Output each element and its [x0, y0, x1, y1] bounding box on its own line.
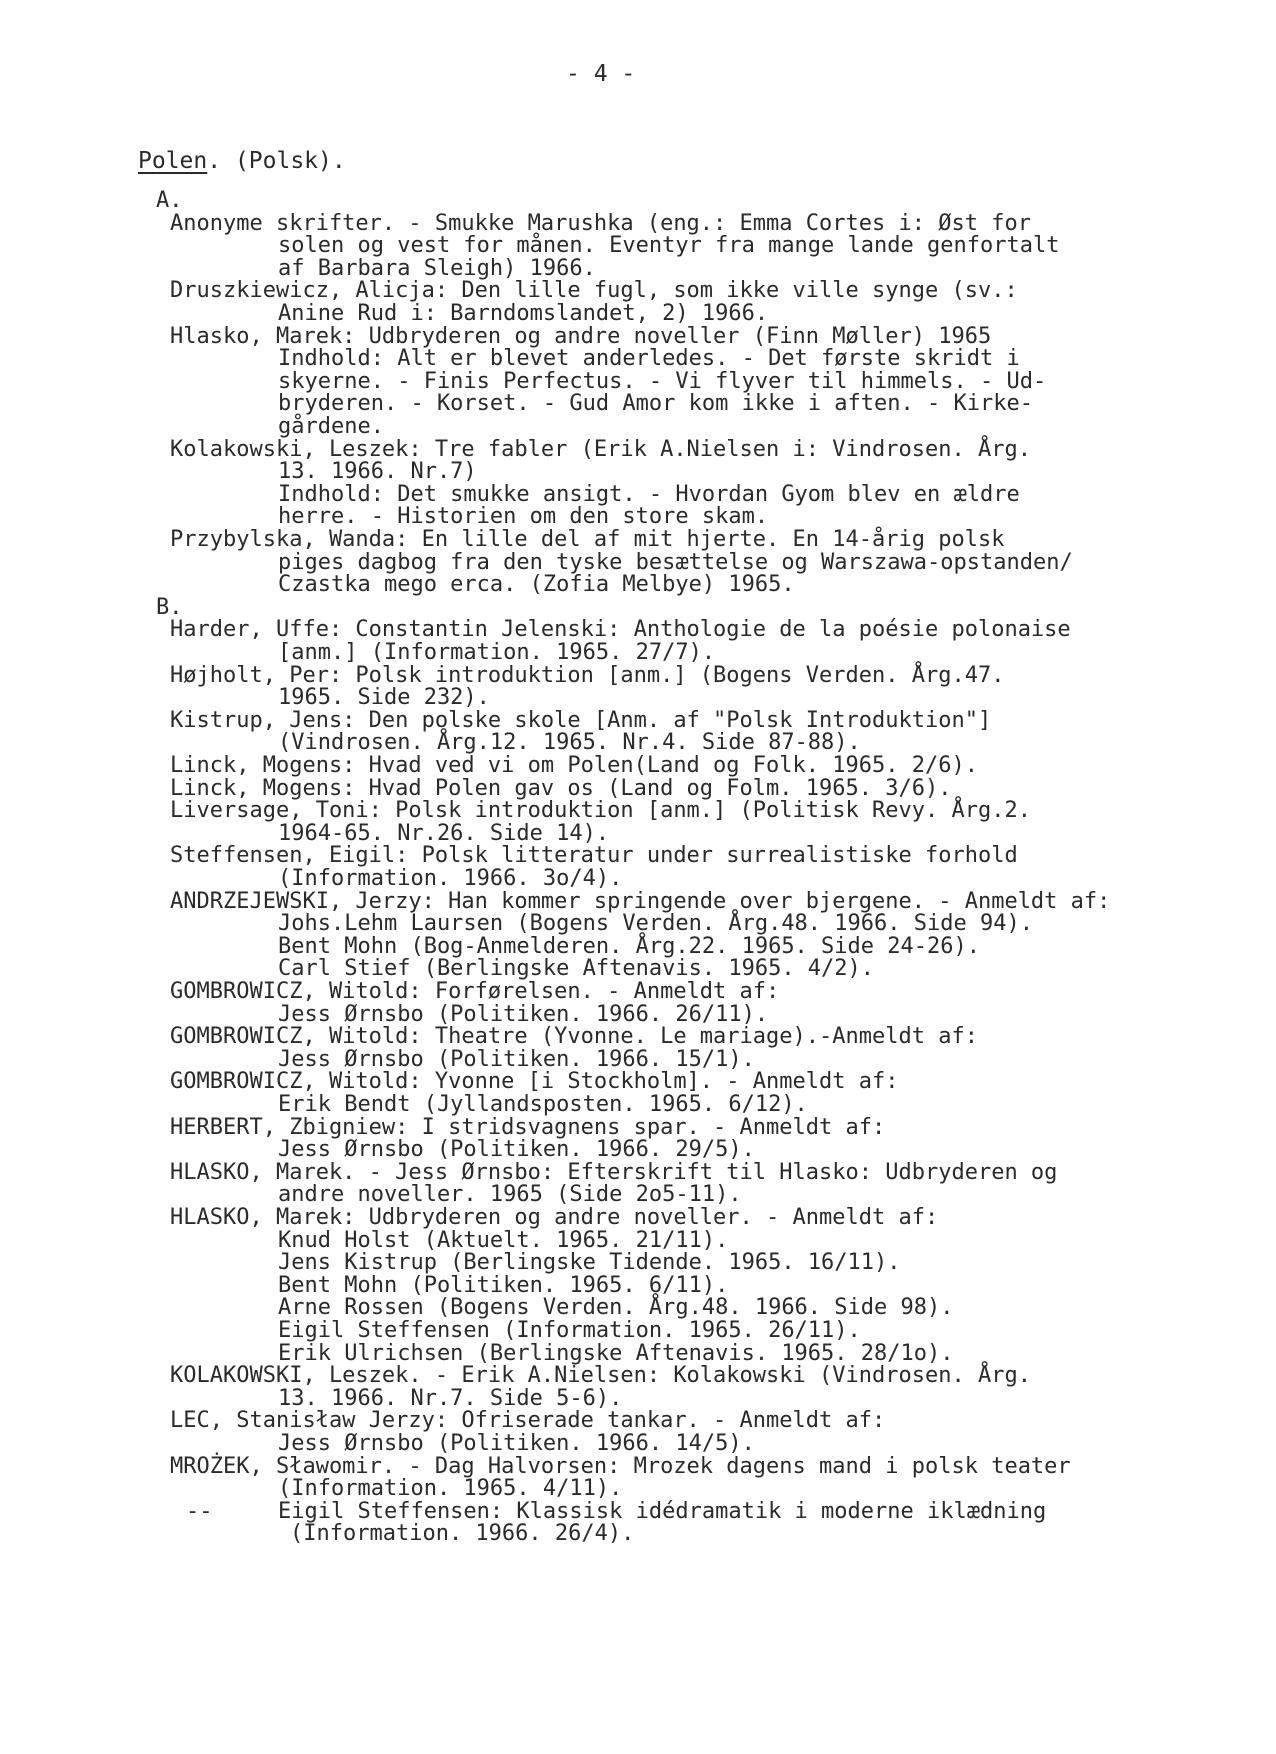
- bibliography-entry: Druszkiewicz, Alicja: Den lille fugl, som ikke ville synge (sv.:: [170, 278, 1018, 304]
- entry-continuation: Indhold: Alt er blevet anderledes. - Det første skridt i: [278, 346, 1020, 372]
- bibliography-entry: Linck, Mogens: Hvad Polen gav os (Land og Folm. 1965. 3/6).: [170, 775, 952, 801]
- entry-continuation: Anine Rud i: Barndomslandet, 2) 1966.: [278, 301, 769, 326]
- entry-continuation: Bent Mohn (Bog-Anmelderen. Årg.22. 1965. Side 24-26).: [278, 933, 980, 959]
- section-label: A.: [156, 188, 183, 213]
- bibliography-entry: KOLAKOWSKI, Leszek. - Erik A.Nielsen: Kolakowski (Vindrosen. Årg.: [170, 1363, 1031, 1389]
- entry-continuation: Arne Rossen (Bogens Verden. Årg.48. 1966. Side 98).: [278, 1295, 954, 1321]
- section-label: B.: [156, 594, 183, 620]
- entry-continuation: 1964-65. Nr.26. Side 14).: [278, 820, 610, 846]
- bibliography-entry: Kolakowski, Leszek: Tre fabler (Erik A.Nielsen i: Vindrosen. Årg.: [170, 436, 1031, 462]
- entry-continuation: piges dagbog fra den tyske besættelse og Warszawa-opstanden/: [278, 549, 1073, 575]
- entry-continuation: Erik Ulrichsen (Berlingske Aftenavis. 1965. 28/1o).: [278, 1340, 954, 1366]
- heading-suffix: . (Polsk).: [207, 148, 346, 174]
- entry-continuation: Jess Ørnsbo (Politiken. 1966. 15/1).: [278, 1046, 755, 1072]
- bibliography-entry: GOMBROWICZ, Witold: Theatre (Yvonne. Le mariage).-Anmeldt af:: [170, 1024, 978, 1050]
- page-number: - 4 -: [566, 61, 636, 87]
- bibliography-entry: HLASKO, Marek: Udbryderen og andre noveller. - Anmeldt af:: [170, 1205, 939, 1230]
- bibliography-entry: Liversage, Toni: Polsk introduktion [anm.] (Politisk Revy. Årg.2.: [170, 798, 1031, 824]
- entry-continuation: Jess Ørnsbo (Politiken. 1966. 14/5).: [278, 1431, 755, 1456]
- entry-continuation: Indhold: Det smukke ansigt. - Hvordan Gyom blev en ældre: [278, 481, 1020, 507]
- entry-continuation: Jess Ørnsbo (Politiken. 1966. 26/11).: [278, 1001, 769, 1027]
- entry-continuation: af Barbara Sleigh) 1966.: [278, 255, 596, 281]
- bibliography-entry: Kistrup, Jens: Den polske skole [Anm. af "Polsk Introduktion"]: [170, 707, 992, 733]
- entry-continuation: Carl Stief (Berlingske Aftenavis. 1965. 4/2).: [278, 956, 875, 982]
- bibliography-entry: Linck, Mogens: Hvad ved vi om Polen(Land og Folk. 1965. 2/6).: [170, 753, 978, 778]
- entry-continuation: (Information. 1965. 4/11).: [278, 1476, 623, 1502]
- heading-title: Polen: [138, 148, 208, 174]
- entry-continuation: Eigil Steffensen: Klassisk idédramatik i moderne iklædning: [278, 1498, 1047, 1524]
- entry-continuation: [anm.] (Information. 1965. 27/7).: [278, 640, 716, 665]
- bibliography-entry: Højholt, Per: Polsk introduktion [anm.] (Bogens Verden. Årg.47.: [170, 662, 1005, 688]
- entry-continuation: skyerne. - Finis Perfectus. - Vi flyver til himmels. - Ud-: [278, 368, 1047, 394]
- bibliography-entry: MROŻEK, Sławomir. - Dag Halvorsen: Mrozek dagens mand i polsk teater: [170, 1453, 1071, 1479]
- repeat-dash: --: [186, 1498, 213, 1524]
- entry-continuation: gårdene.: [278, 414, 384, 439]
- entry-continuation: Jens Kistrup (Berlingske Tidende. 1965. 16/11).: [278, 1250, 901, 1276]
- entry-continuation: 13. 1966. Nr.7. Side 5-6).: [278, 1385, 623, 1411]
- bibliography-entry: GOMBROWICZ, Witold: Yvonne [i Stockholm]. - Anmeldt af:: [170, 1069, 899, 1095]
- section-heading: [138, 149, 346, 174]
- bibliography-entry: LEC, Stanisław Jerzy: Ofriserade tankar. - Anmeldt af:: [170, 1408, 886, 1434]
- bibliography-entry: Anonyme skrifter. - Smukke Marushka (eng.: Emma Cortes i: Øst for: [170, 210, 1031, 236]
- entry-continuation: (Information. 1966. 3o/4).: [278, 866, 623, 891]
- entry-continuation: Eigil Steffensen (Information. 1965. 26/11).: [278, 1318, 861, 1343]
- entry-continuation: 1965. Side 232).: [278, 685, 490, 711]
- bibliography-entry: Harder, Uffe: Constantin Jelenski: Anthologie de la poésie polonaise: [170, 617, 1071, 643]
- entry-continuation: bryderen. - Korset. - Gud Amor kom ikke i aften. - Kirke-: [278, 391, 1033, 417]
- bibliography-entry: HLASKO, Marek. - Jess Ørnsbo: Efterskrift til Hlasko: Udbryderen og: [170, 1159, 1058, 1185]
- entry-continuation: (Information. 1966. 26/4).: [290, 1521, 635, 1547]
- bibliography-entry: Przybylska, Wanda: En lille del af mit hjerte. En 14-årig polsk: [170, 527, 1005, 552]
- entry-continuation: andre noveller. 1965 (Side 2o5-11).: [278, 1182, 742, 1208]
- entry-continuation: Jess Ørnsbo (Politiken. 1966. 29/5).: [278, 1137, 755, 1163]
- bibliography-entry: Hlasko, Marek: Udbryderen og andre noveller (Finn Møller) 1965: [170, 323, 992, 349]
- bibliography-entry: GOMBROWICZ, Witold: Forførelsen. - Anmeldt af:: [170, 979, 780, 1004]
- entry-continuation: herre. - Historien om den store skam.: [278, 504, 769, 530]
- bibliography-entry: ANDRZEJEWSKI, Jerzy: Han kommer springende over bjergene. - Anmeldt af:: [170, 888, 1111, 914]
- entry-continuation: Erik Bendt (Jyllandsposten. 1965. 6/12).: [278, 1092, 808, 1117]
- entry-continuation: Knud Holst (Aktuelt. 1965. 21/11).: [278, 1227, 729, 1253]
- entry-continuation: (Vindrosen. Årg.12. 1965. Nr.4. Side 87-88).: [278, 730, 861, 756]
- entry-continuation: Bent Mohn (Politiken. 1965. 6/11).: [278, 1272, 729, 1298]
- bibliography-entry: HERBERT, Zbigniew: I stridsvagnens spar. - Anmeldt af:: [170, 1114, 886, 1140]
- entry-continuation: solen og vest for månen. Eventyr fra mange lande genfortalt: [278, 233, 1060, 259]
- entry-continuation: 13. 1966. Nr.7): [278, 459, 477, 485]
- entry-continuation: Johs.Lehm Laursen (Bogens Verden. Årg.48. 1966. Side 94).: [278, 911, 1033, 937]
- entry-continuation: Czastka mego erca. (Zofia Melbye) 1965.: [278, 572, 795, 598]
- bibliography-entry: Steffensen, Eigil: Polsk litteratur under surrealistiske forhold: [170, 843, 1018, 869]
